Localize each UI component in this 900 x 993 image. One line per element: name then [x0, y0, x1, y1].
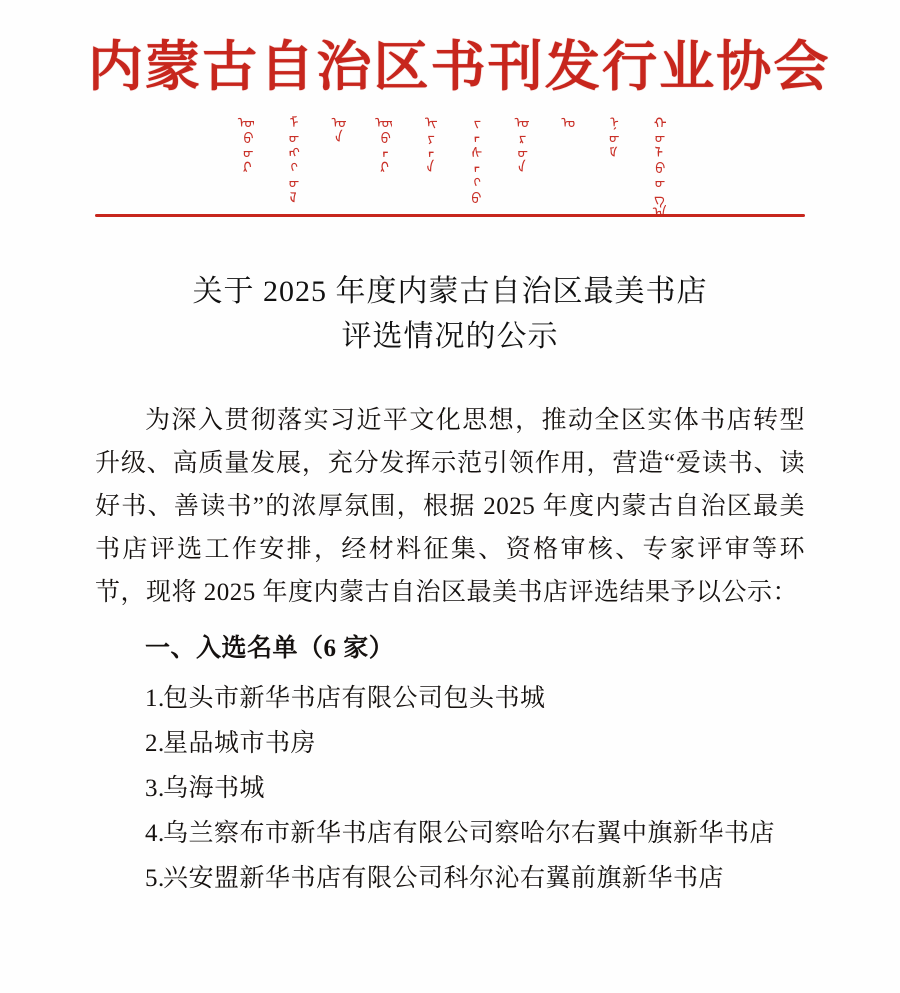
- list-item-label: 包头市新华书店有限公司包头书城: [163, 684, 546, 712]
- document-title: [95, 269, 805, 359]
- list-item-label: 乌兰察布市新华书店有限公司察哈尔右翼中旗新华书店: [163, 819, 776, 847]
- mongolian-script-row: [95, 114, 805, 220]
- mongolian-word: ᠬᠣᠯᠪᠣᠭ᠎ᠠ: [647, 114, 666, 220]
- document-title-line-1: 关于 2025 年度内蒙古自治区最美书店: [192, 275, 708, 309]
- list-item-label: 星品城市书房: [163, 729, 317, 757]
- mongolian-word: ᠢᠶᠠᠨ: [419, 114, 437, 175]
- mongolian-word: ᠤ: [556, 114, 575, 130]
- list-item-number: 4.: [145, 819, 165, 847]
- list-item: [95, 857, 805, 900]
- list-item: [95, 812, 805, 855]
- list-item-label: 兴安盟新华书店有限公司科尔沁右翼前旗新华书店: [163, 864, 725, 892]
- selected-bookstore-list: [95, 677, 805, 900]
- mongolian-word: ᠵᠠᠰᠠᠬᠤ: [464, 114, 483, 205]
- section-heading-selected-list: 一、入选名单（6 家）: [145, 635, 395, 663]
- mongolian-word: ᠣᠷᠣᠨ: [510, 114, 529, 175]
- letterhead-divider: [95, 214, 805, 217]
- list-item-number: 2.: [145, 729, 165, 757]
- list-item: [95, 767, 805, 810]
- organization-title: 内蒙古自治区书刊发行业协会: [87, 37, 831, 97]
- mongolian-word: ᠦᠪᠦᠷ: [236, 114, 254, 175]
- list-item-number: 1.: [145, 684, 165, 712]
- body-paragraph-1: 为深入贯彻落实习近平文化思想，推动全区实体书店转型升级、高质量发展，充分发挥示范引领作用，营造“爱读书、读好书、善读书”的浓厚氛围，根据 2025 年度内蒙古自治区最美书店评选工作安排，经材料征集、资格审核、专家评审等环节，现将 2025 年度内蒙古自治区最美书店评选结果予以公示：: [95, 407, 805, 607]
- list-item-label: 乌海书城: [163, 774, 266, 802]
- document-title-line-2: 评选情况的公示: [341, 320, 559, 354]
- list-item-number: 5.: [145, 864, 165, 892]
- letterhead: [87, 0, 831, 220]
- list-item: [95, 677, 805, 720]
- mongolian-word: ᠮᠣᠩᠭᠣᠯ: [281, 114, 300, 205]
- mongolian-word: ᠤᠨ: [327, 114, 346, 145]
- document-body: [95, 399, 805, 900]
- list-item-number: 3.: [145, 774, 165, 802]
- mongolian-word: ᠥᠪᠡᠷ: [373, 114, 392, 175]
- list-item: [95, 722, 805, 765]
- mongolian-word: ᠨᠣᠮ: [602, 114, 620, 160]
